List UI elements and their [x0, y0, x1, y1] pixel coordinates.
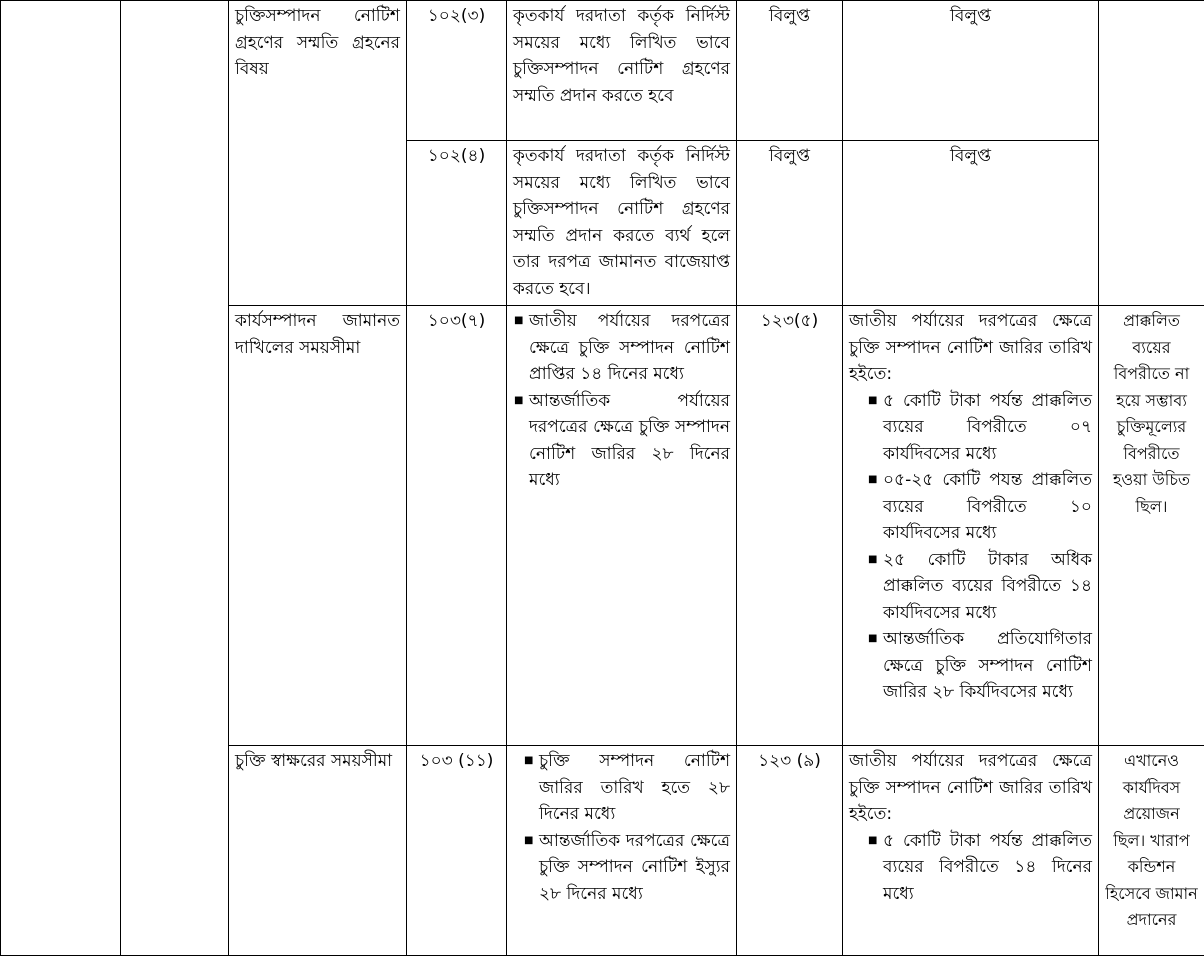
old-rule-number: ১০৩(৭) [407, 306, 507, 746]
old-rule-number: ১০২(৩) [407, 1, 507, 141]
list-item: ■ আন্তর্জাতিক প্রতিযোগিতার ক্ষেত্রে চুক্তি সম্পাদন নোটিশ জারির ২৮ কির্যদিবসের মধ্যে [883, 626, 1092, 706]
old-rule-list [513, 748, 730, 907]
empty-cell [121, 1, 229, 956]
old-rule-list [513, 308, 730, 494]
new-rule-number: ১২৩(৫) [737, 306, 843, 746]
list-item: ■ আন্তর্জাতিক দরপত্রের ক্ষেত্রে চুক্তি সম্পাদন নোটিশ ইস্যুর ২৮ দিনের মধ্যে [539, 828, 730, 908]
new-rule-text: বিলুপ্ত [843, 1, 1099, 141]
list-item: ■ চুক্তি সম্পাদন নোটিশ জারির তারিখ হতে ২৮ দিনের মধ্যে [539, 748, 730, 828]
empty-cell [1, 1, 121, 956]
list-item: ■ ০৫-২৫ কোটি পযন্ত প্রাক্কলিত ব্যয়ের বিপরীতে ১০ কার্যদিবসের মধ্যে [883, 467, 1092, 547]
list-item: ■ ২৫ কোটি টাকার অধিক প্রাক্কলিত ব্যয়ের বিপরীতে ১৪ কার্যদিবসের মধ্যে [883, 547, 1092, 627]
new-rule-number: ১২৩ (৯) [737, 746, 843, 956]
list-item: ■ ৫ কোটি টাকা পর্যন্ত প্রাক্কলিত ব্যয়ের বিপরীতে ১৪ দিনের মধ্যে [883, 828, 1092, 908]
list-item: ■ আন্তর্জাতিক পর্যায়ের দরপত্রের ক্ষেত্রে চুক্তি সম্পাদন নোটিশ জারির ২৮ দিনের মধ্যে [529, 388, 730, 494]
new-rule-intro: জাতীয় পর্যায়ের দরপত্রের ক্ষেত্রে চুক্তি সম্পাদন নোটিশ জারির তারিখ হইতে: [849, 308, 1092, 388]
list-item: ■ জাতীয় পর্যায়ের দরপত্রের ক্ষেত্রে চুক্তি সম্পাদন নোটিশ প্রাপ্তির ১৪ দিনের মধ্যে [529, 308, 730, 388]
new-rule-text: বিলুপ্ত [843, 141, 1099, 306]
old-rule-text [507, 746, 737, 956]
old-rule-number: ১০২(৪) [407, 141, 507, 306]
new-rule-number: বিলুপ্ত [737, 141, 843, 306]
new-rule-text [843, 306, 1099, 746]
topic-cell: কার্যসম্পাদন জামানত দাখিলের সময়সীমা [229, 306, 407, 746]
old-rule-text: কৃতকার্য দরদাতা কর্তৃক নির্দিস্ট সময়ের মধ্যে লিখিত ভাবে চুক্তিসম্পাদন নোটিশ গ্রহণের সম্মতি প্রদান করতে ব্যর্থ হলে তার দরপত্র জামানত বাজেয়াপ্ত করতে হবে। [507, 141, 737, 306]
list-item: ■ ৫ কোটি টাকা পর্যন্ত প্রাক্কলিত ব্যয়ের বিপরীতে ০৭ কার্যদিবসের মধ্যে [883, 388, 1092, 468]
topic-cell: চুক্তি স্বাক্ষরের সময়সীমা [229, 746, 407, 956]
table-row [1, 1, 1204, 141]
old-rule-number: ১০৩ (১১) [407, 746, 507, 956]
new-rule-text [843, 746, 1099, 956]
old-rule-text: কৃতকার্য দরদাতা কর্তৃক নির্দিস্ট সময়ের মধ্যে লিখিত ভাবে চুক্তিসম্পাদন নোটিশ গ্রহণের সম্মতি প্রদান করতে হবে [507, 1, 737, 141]
topic-cell: চুক্তিসম্পাদন নোটিশ গ্রহণের সম্মতি গ্রহনের বিষয় [229, 1, 407, 306]
new-rule-list [849, 828, 1092, 908]
remark-cell: এখানেও কার্যদিবস প্রয়োজন ছিল। খারাপ কন্ডিশন হিসেবে জামান প্রদানের [1099, 746, 1204, 956]
new-rule-number: বিলুপ্ত [737, 1, 843, 141]
old-rule-text [507, 306, 737, 746]
remark-cell [1099, 1, 1204, 306]
new-rule-intro: জাতীয় পর্যায়ের দরপত্রের ক্ষেত্রে চুক্তি সম্পাদন নোটিশ জারির তারিখ হইতে: [849, 748, 1092, 828]
new-rule-list [849, 388, 1092, 706]
remark-cell: প্রাক্কলিত ব্যয়ের বিপরীতে না হয়ে সম্ভাব্য চুক্তিমূল্যের বিপরীতে হওয়া উচিত ছিল। [1099, 306, 1204, 746]
